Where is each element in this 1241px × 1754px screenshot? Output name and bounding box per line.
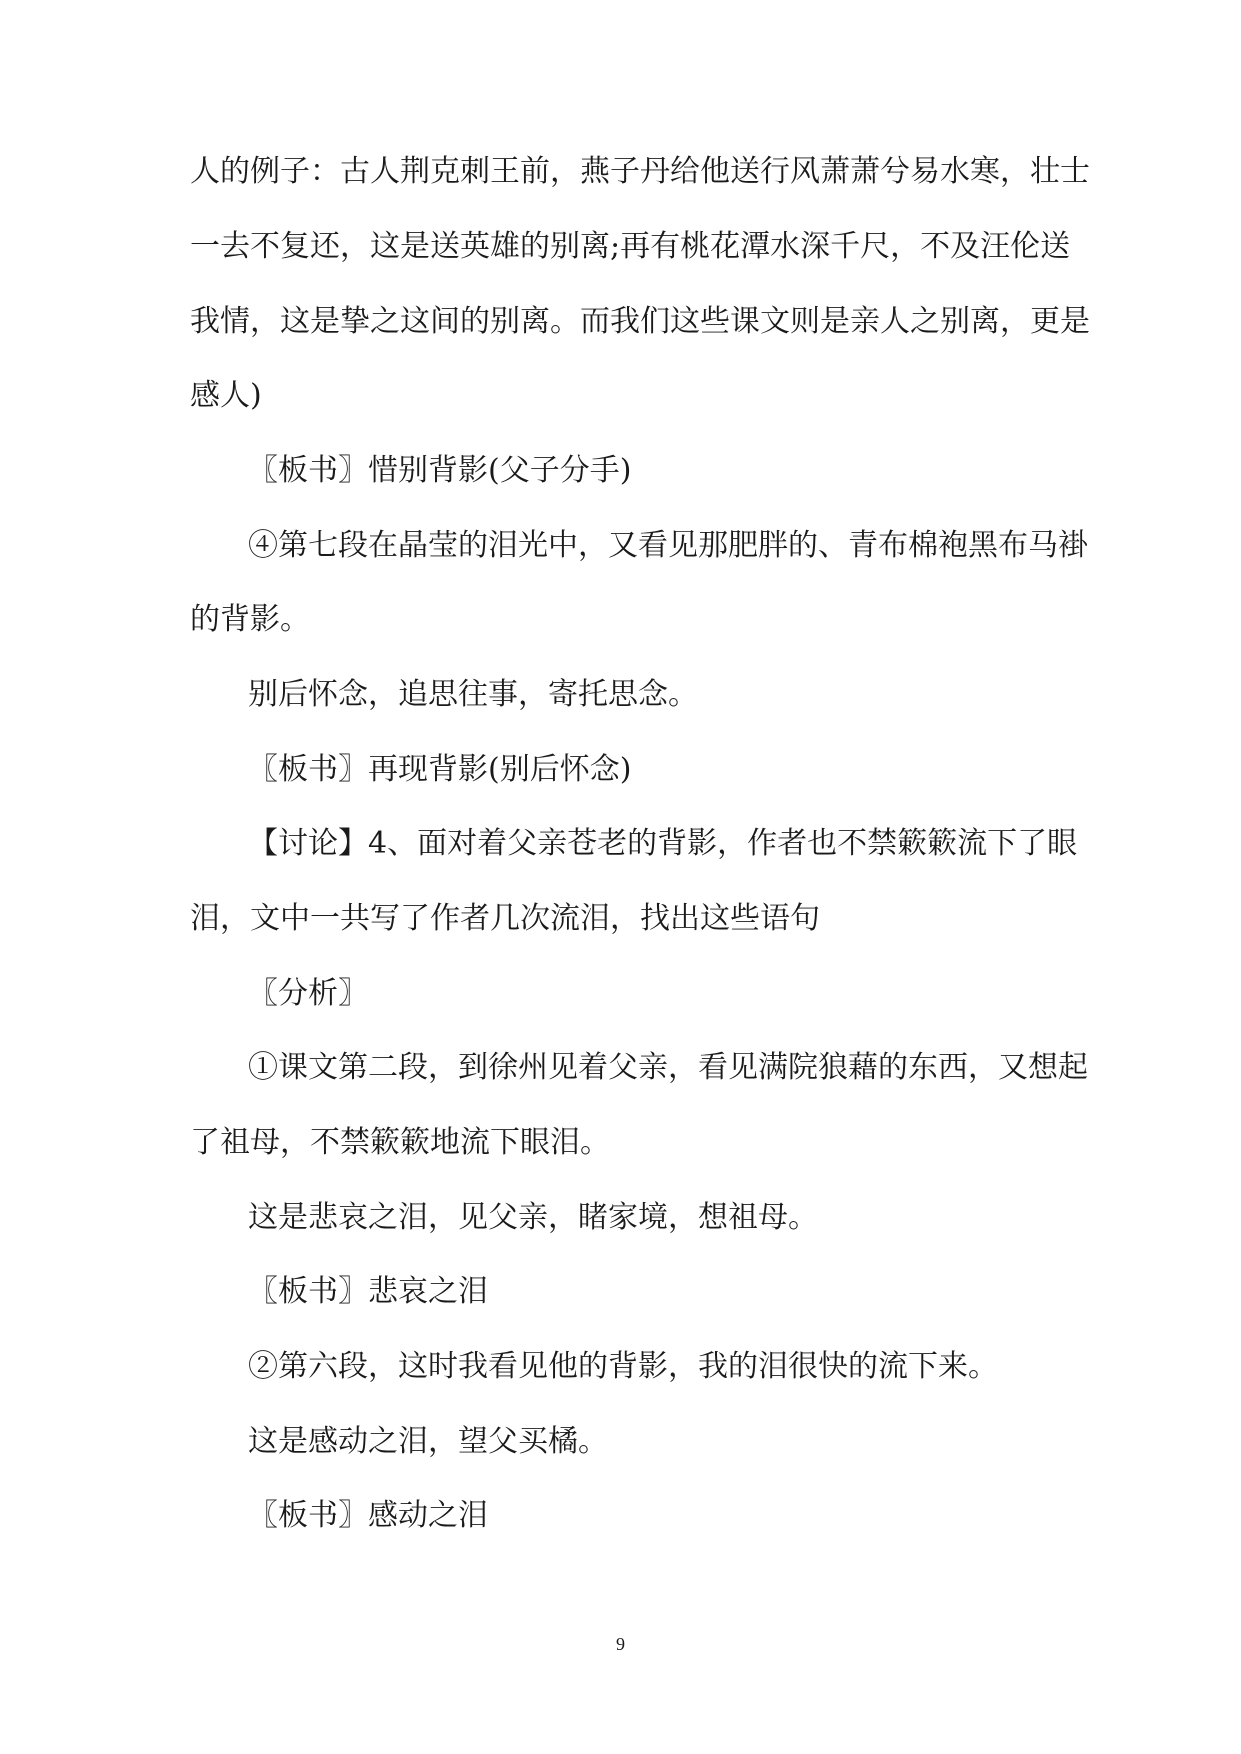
paragraph-line: 感人): [190, 378, 262, 413]
paragraph-line: 的背影。: [190, 602, 310, 637]
discussion-question: 【讨论】4、面对着父亲苍老的背影，作者也不禁簌簌流下了眼: [248, 826, 1078, 861]
paragraph-line: 一去不复还，这是送英雄的别离;再有桃花潭水深千尺，不及汪伦送: [190, 229, 1071, 264]
paragraph-line: 了祖母，不禁簌簌地流下眼泪。: [190, 1125, 610, 1160]
blackboard-note: 〖板书〗悲哀之泪: [248, 1274, 488, 1309]
blackboard-note: 〖板书〗惜别背影(父子分手): [248, 453, 632, 488]
paragraph-line: 人的例子：古人荆克刺王前，燕子丹给他送行风萧萧兮易水寒，壮士: [190, 154, 1090, 189]
paragraph-line: ①课文第二段，到徐州见着父亲，看见满院狼藉的东西，又想起: [248, 1050, 1088, 1085]
analysis-heading: 〖分析〗: [248, 976, 368, 1011]
paragraph-line: 我情，这是挚之这间的别离。而我们这些课文则是亲人之别离，更是: [190, 304, 1090, 339]
blackboard-note: 〖板书〗感动之泪: [248, 1498, 488, 1533]
paragraph-line: 别后怀念，追思往事，寄托思念。: [248, 677, 698, 712]
paragraph-line: 这是悲哀之泪，见父亲，睹家境，想祖母。: [248, 1200, 818, 1235]
paragraph-line: ②第六段，这时我看见他的背影，我的泪很快的流下来。: [248, 1349, 998, 1384]
blackboard-note: 〖板书〗再现背影(别后怀念): [248, 752, 632, 787]
paragraph-line: 泪，文中一共写了作者几次流泪，找出这些语句: [190, 901, 820, 936]
paragraph-line: ④第七段在晶莹的泪光中，又看见那肥胖的、青布棉袍黑布马褂: [248, 528, 1088, 563]
paragraph-line: 这是感动之泪，望父买橘。: [248, 1424, 608, 1459]
page-number: 9: [616, 1634, 625, 1654]
